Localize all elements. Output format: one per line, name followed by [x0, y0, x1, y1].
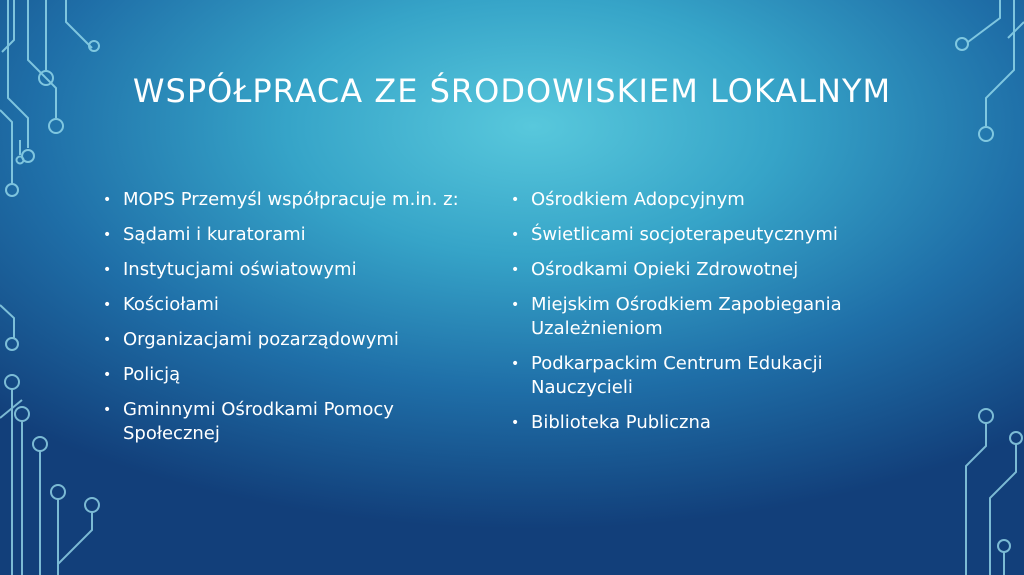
list-item — [508, 352, 901, 400]
list-item — [100, 398, 453, 446]
list-item-text: Ośrodkiem Adopcyjnym — [531, 189, 745, 210]
list-item-text: MOPS Przemyśl współpracuje m.in. z: — [123, 189, 459, 210]
list-item — [508, 223, 908, 247]
bullet-icon: • — [511, 297, 520, 313]
list-item-text: Policją — [123, 364, 181, 385]
right-bullet-list — [508, 188, 908, 446]
list-item-text: Świetlicami socjoterapeutycznymi — [531, 224, 838, 245]
list-item-text: Gminnymi Ośrodkami Pomocy Społecznej — [123, 399, 394, 444]
bullet-icon: • — [103, 332, 112, 348]
bullet-icon: • — [511, 227, 520, 243]
list-item-text: Kościołami — [123, 294, 219, 315]
bullet-icon: • — [511, 192, 520, 208]
list-item-text: Organizacjami pozarządowymi — [123, 329, 399, 350]
list-item — [508, 411, 908, 435]
list-item-text: Biblioteka Publiczna — [531, 412, 711, 433]
list-item — [100, 293, 500, 317]
list-item-text: Ośrodkami Opieki Zdrowotnej — [531, 259, 799, 280]
list-item-text: Sądami i kuratorami — [123, 224, 306, 245]
bullet-icon: • — [103, 262, 112, 278]
list-item-text: Miejskim Ośrodkiem Zapobiegania Uzależnieniom — [531, 294, 842, 339]
list-item — [100, 258, 500, 282]
list-item — [100, 363, 500, 387]
bullet-icon: • — [511, 415, 520, 431]
bullet-icon: • — [511, 356, 520, 372]
left-bullet-list — [100, 188, 500, 457]
bullet-icon: • — [511, 262, 520, 278]
list-item-text: Instytucjami oświatowymi — [123, 259, 357, 280]
list-item — [100, 328, 500, 352]
list-item — [100, 223, 500, 247]
bullet-icon: • — [103, 402, 112, 418]
list-item — [508, 188, 908, 212]
list-item-text: Podkarpackim Centrum Edukacji Nauczycieli — [531, 353, 823, 398]
list-item — [508, 293, 901, 341]
list-item — [100, 188, 500, 212]
bullet-icon: • — [103, 367, 112, 383]
slide-title: WSPÓŁPRACA ZE ŚRODOWISKIEM LOKALNYM — [132, 72, 892, 110]
bullet-icon: • — [103, 192, 112, 208]
bullet-icon: • — [103, 227, 112, 243]
bullet-icon: • — [103, 297, 112, 313]
list-item — [508, 258, 908, 282]
